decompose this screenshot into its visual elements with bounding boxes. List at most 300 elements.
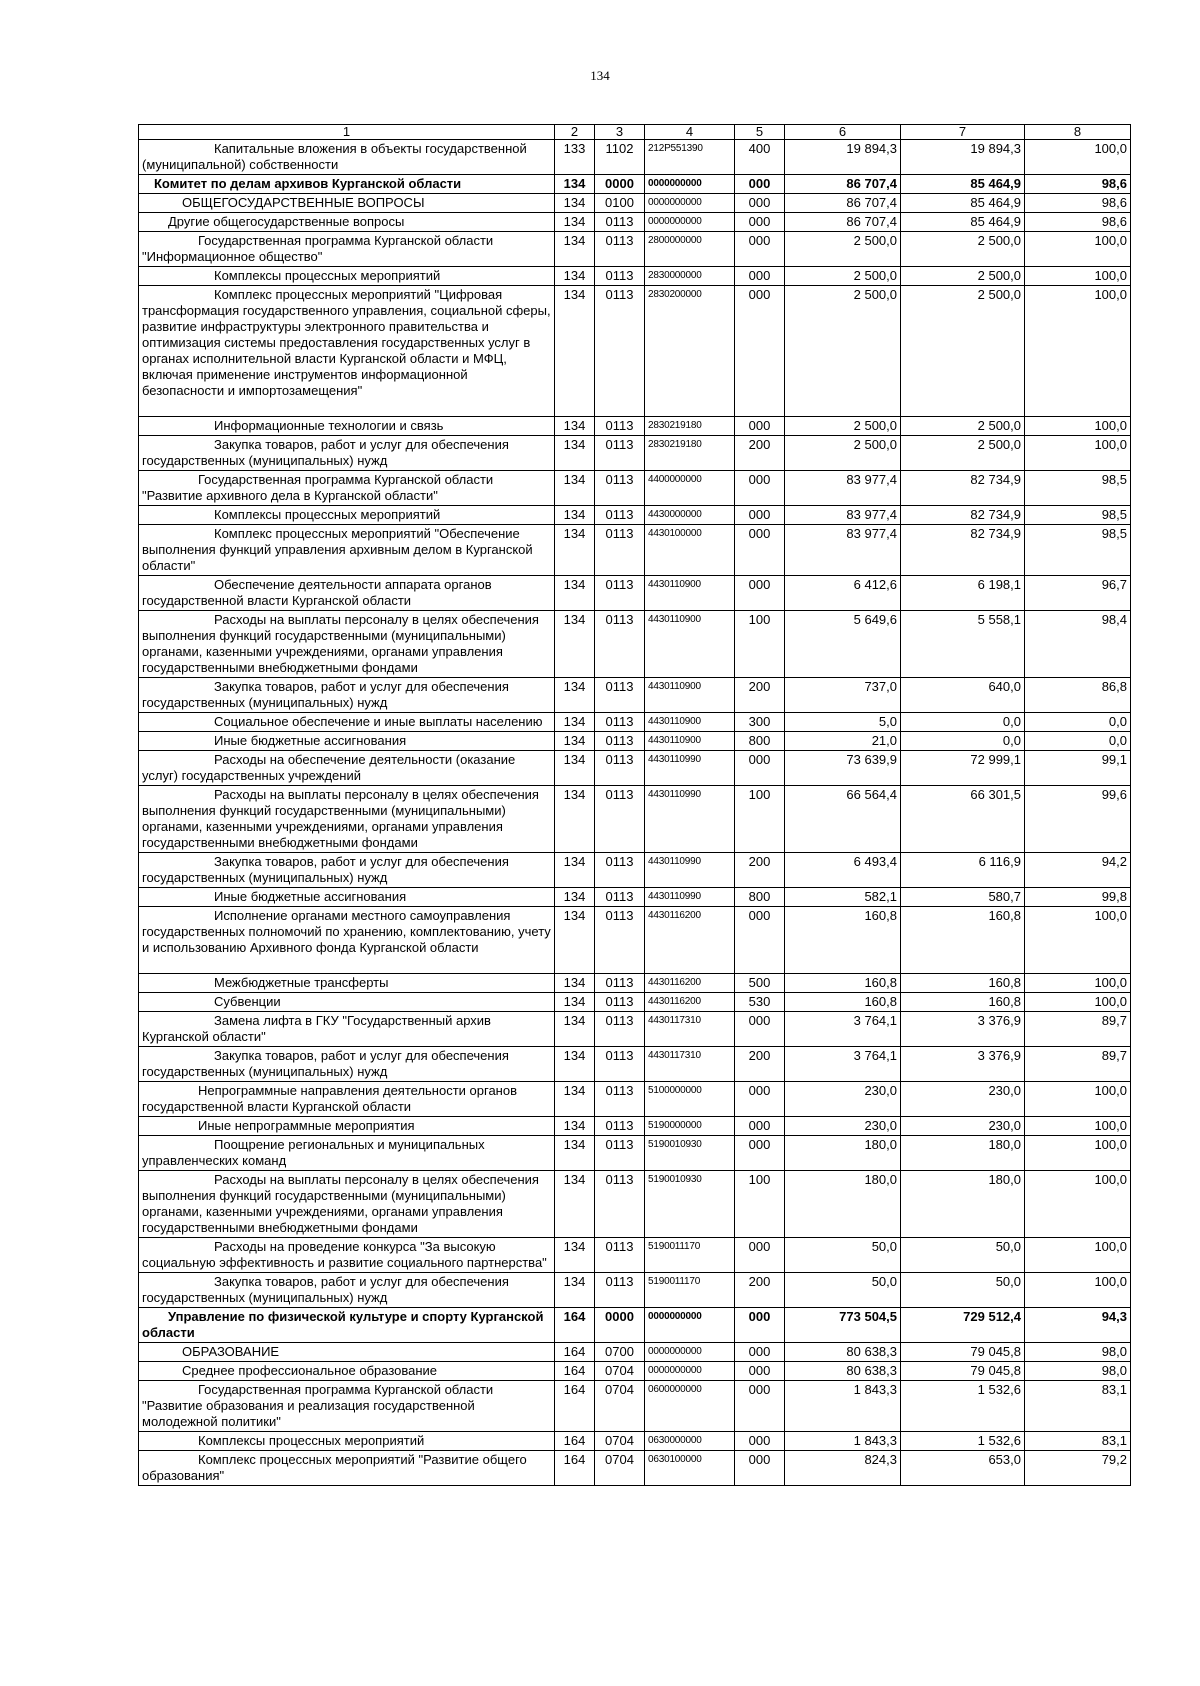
row-percent: 98,6 — [1025, 213, 1131, 232]
row-actual-value: 85 464,9 — [901, 194, 1025, 213]
row-name: Расходы на проведение конкурса "За высокую социальную эффективность и развитие социального партнерства" — [139, 1238, 555, 1273]
row-target-article: 5190010930 — [645, 1171, 735, 1238]
row-section-code: 0113 — [595, 576, 645, 611]
row-target-article: 4430116200 — [645, 993, 735, 1012]
row-plan-value: 160,8 — [785, 993, 901, 1012]
row-target-article: 0000000000 — [645, 194, 735, 213]
row-expense-type: 500 — [735, 974, 785, 993]
row-expense-type: 000 — [735, 232, 785, 267]
table-row — [139, 1362, 1131, 1381]
row-section-code: 0113 — [595, 1117, 645, 1136]
row-target-article: 4430100000 — [645, 525, 735, 576]
row-percent: 98,6 — [1025, 194, 1131, 213]
row-target-article: 0630000000 — [645, 1432, 735, 1451]
table-row — [139, 678, 1131, 713]
row-percent: 98,0 — [1025, 1362, 1131, 1381]
row-plan-value: 73 639,9 — [785, 751, 901, 786]
row-actual-value: 79 045,8 — [901, 1362, 1025, 1381]
row-target-article: 0000000000 — [645, 175, 735, 194]
row-target-article: 2830200000 — [645, 286, 735, 417]
row-target-article: 4430116200 — [645, 907, 735, 974]
row-actual-value: 180,0 — [901, 1171, 1025, 1238]
row-plan-value: 21,0 — [785, 732, 901, 751]
row-actual-value: 160,8 — [901, 993, 1025, 1012]
row-plan-value: 1 843,3 — [785, 1432, 901, 1451]
row-expense-type: 000 — [735, 907, 785, 974]
row-expense-type: 000 — [735, 175, 785, 194]
row-percent: 100,0 — [1025, 1238, 1131, 1273]
row-target-article: 4430117310 — [645, 1012, 735, 1047]
row-name: Комплекс процессных мероприятий "Развитие общего образования" — [139, 1451, 555, 1486]
row-percent: 98,4 — [1025, 611, 1131, 678]
row-expense-type: 000 — [735, 1451, 785, 1486]
row-percent: 86,8 — [1025, 678, 1131, 713]
table-row — [139, 611, 1131, 678]
row-section-code: 0113 — [595, 1273, 645, 1308]
row-plan-value: 6 493,4 — [785, 853, 901, 888]
row-name: Расходы на выплаты персоналу в целях обеспечения выполнения функций государственными (муниципальными) органами, казенными учреждениями, органами управления государственными внебюджетными фондами — [139, 786, 555, 853]
row-plan-value: 86 707,4 — [785, 194, 901, 213]
row-plan-value: 19 894,3 — [785, 140, 901, 175]
row-target-article: 4430110990 — [645, 786, 735, 853]
row-plan-value: 6 412,6 — [785, 576, 901, 611]
row-ministry-code: 134 — [555, 1117, 595, 1136]
row-ministry-code: 134 — [555, 436, 595, 471]
row-plan-value: 86 707,4 — [785, 213, 901, 232]
row-section-code: 0113 — [595, 786, 645, 853]
row-actual-value: 2 500,0 — [901, 286, 1025, 417]
row-name: Поощрение региональных и муниципальных управленческих команд — [139, 1136, 555, 1171]
row-target-article: 0000000000 — [645, 1343, 735, 1362]
row-name: Комитет по делам архивов Курганской области — [139, 175, 555, 194]
row-ministry-code: 134 — [555, 1273, 595, 1308]
table-row — [139, 1047, 1131, 1082]
row-ministry-code: 134 — [555, 213, 595, 232]
row-expense-type: 000 — [735, 1432, 785, 1451]
row-name: Капитальные вложения в объекты государственной (муниципальной) собственности — [139, 140, 555, 175]
table-row — [139, 907, 1131, 974]
row-section-code: 1102 — [595, 140, 645, 175]
row-name: Комплекс процессных мероприятий "Обеспечение выполнения функций управления архивным делом в Курганской области" — [139, 525, 555, 576]
row-percent: 100,0 — [1025, 417, 1131, 436]
row-expense-type: 200 — [735, 678, 785, 713]
row-plan-value: 582,1 — [785, 888, 901, 907]
row-name: Закупка товаров, работ и услуг для обеспечения государственных (муниципальных) нужд — [139, 1047, 555, 1082]
table-row — [139, 1432, 1131, 1451]
row-actual-value: 653,0 — [901, 1451, 1025, 1486]
row-expense-type: 000 — [735, 525, 785, 576]
row-plan-value: 773 504,5 — [785, 1308, 901, 1343]
row-expense-type: 000 — [735, 1381, 785, 1432]
row-expense-type: 000 — [735, 1343, 785, 1362]
row-target-article: 4430117310 — [645, 1047, 735, 1082]
row-actual-value: 50,0 — [901, 1238, 1025, 1273]
row-target-article: 2830219180 — [645, 417, 735, 436]
column-header: 7 — [901, 125, 1025, 140]
table-row — [139, 471, 1131, 506]
column-header: 5 — [735, 125, 785, 140]
row-name: Закупка товаров, работ и услуг для обеспечения государственных (муниципальных) нужд — [139, 853, 555, 888]
row-name: ОБЩЕГОСУДАРСТВЕННЫЕ ВОПРОСЫ — [139, 194, 555, 213]
row-expense-type: 000 — [735, 1238, 785, 1273]
row-percent: 94,3 — [1025, 1308, 1131, 1343]
row-section-code: 0113 — [595, 1047, 645, 1082]
row-section-code: 0113 — [595, 1238, 645, 1273]
row-plan-value: 2 500,0 — [785, 417, 901, 436]
row-section-code: 0704 — [595, 1362, 645, 1381]
row-plan-value: 230,0 — [785, 1082, 901, 1117]
row-ministry-code: 134 — [555, 1082, 595, 1117]
row-percent: 99,6 — [1025, 786, 1131, 853]
row-name: Комплексы процессных мероприятий — [139, 267, 555, 286]
table-row — [139, 194, 1131, 213]
row-name: Закупка товаров, работ и услуг для обеспечения государственных (муниципальных) нужд — [139, 436, 555, 471]
row-expense-type: 200 — [735, 853, 785, 888]
row-target-article: 4430110990 — [645, 888, 735, 907]
row-plan-value: 5 649,6 — [785, 611, 901, 678]
row-ministry-code: 134 — [555, 194, 595, 213]
row-ministry-code: 164 — [555, 1308, 595, 1343]
row-name: Иные непрограммные мероприятия — [139, 1117, 555, 1136]
row-expense-type: 100 — [735, 611, 785, 678]
row-plan-value: 737,0 — [785, 678, 901, 713]
row-name: Закупка товаров, работ и услуг для обеспечения государственных (муниципальных) нужд — [139, 678, 555, 713]
row-ministry-code: 134 — [555, 286, 595, 417]
row-ministry-code: 134 — [555, 993, 595, 1012]
table-row — [139, 436, 1131, 471]
row-expense-type: 200 — [735, 1047, 785, 1082]
row-name: ОБРАЗОВАНИЕ — [139, 1343, 555, 1362]
row-section-code: 0113 — [595, 1012, 645, 1047]
row-ministry-code: 134 — [555, 1136, 595, 1171]
row-percent: 99,1 — [1025, 751, 1131, 786]
table-row — [139, 1012, 1131, 1047]
row-ministry-code: 134 — [555, 611, 595, 678]
row-section-code: 0113 — [595, 611, 645, 678]
row-plan-value: 2 500,0 — [785, 436, 901, 471]
row-target-article: 0000000000 — [645, 1308, 735, 1343]
row-percent: 100,0 — [1025, 436, 1131, 471]
row-name: Управление по физической культуре и спорту Курганской области — [139, 1308, 555, 1343]
row-name: Межбюджетные трансферты — [139, 974, 555, 993]
row-ministry-code: 134 — [555, 853, 595, 888]
row-name: Непрограммные направления деятельности органов государственной власти Курганской области — [139, 1082, 555, 1117]
row-target-article: 5190011170 — [645, 1238, 735, 1273]
row-name: Расходы на выплаты персоналу в целях обеспечения выполнения функций государственными (муниципальными) органами, казенными учреждениями, органами управления государственными внебюджетными фондами — [139, 1171, 555, 1238]
row-percent: 83,1 — [1025, 1381, 1131, 1432]
table-row — [139, 993, 1131, 1012]
row-name: Государственная программа Курганской области "Развитие архивного дела в Курганской области" — [139, 471, 555, 506]
row-percent: 100,0 — [1025, 1082, 1131, 1117]
row-section-code: 0113 — [595, 853, 645, 888]
row-actual-value: 82 734,9 — [901, 471, 1025, 506]
row-percent: 100,0 — [1025, 974, 1131, 993]
row-target-article: 0600000000 — [645, 1381, 735, 1432]
row-actual-value: 19 894,3 — [901, 140, 1025, 175]
row-actual-value: 1 532,6 — [901, 1381, 1025, 1432]
row-percent: 79,2 — [1025, 1451, 1131, 1486]
row-plan-value: 3 764,1 — [785, 1012, 901, 1047]
row-section-code: 0113 — [595, 525, 645, 576]
page-number: 134 — [590, 68, 610, 83]
row-expense-type: 000 — [735, 1012, 785, 1047]
row-plan-value: 160,8 — [785, 907, 901, 974]
table-row — [139, 286, 1131, 417]
row-section-code: 0113 — [595, 732, 645, 751]
row-ministry-code: 134 — [555, 713, 595, 732]
row-expense-type: 000 — [735, 506, 785, 525]
row-percent: 98,5 — [1025, 525, 1131, 576]
row-plan-value: 180,0 — [785, 1171, 901, 1238]
table-row — [139, 140, 1131, 175]
row-actual-value: 180,0 — [901, 1136, 1025, 1171]
row-name: Закупка товаров, работ и услуг для обеспечения государственных (муниципальных) нужд — [139, 1273, 555, 1308]
row-percent: 99,8 — [1025, 888, 1131, 907]
row-percent: 100,0 — [1025, 232, 1131, 267]
row-ministry-code: 134 — [555, 525, 595, 576]
table-row — [139, 1273, 1131, 1308]
row-name: Замена лифта в ГКУ "Государственный архив Курганской области" — [139, 1012, 555, 1047]
row-percent: 89,7 — [1025, 1012, 1131, 1047]
row-actual-value: 0,0 — [901, 732, 1025, 751]
row-ministry-code: 164 — [555, 1362, 595, 1381]
row-ministry-code: 134 — [555, 267, 595, 286]
table-row — [139, 974, 1131, 993]
row-actual-value: 85 464,9 — [901, 213, 1025, 232]
row-name: Социальное обеспечение и иные выплаты населению — [139, 713, 555, 732]
row-actual-value: 640,0 — [901, 678, 1025, 713]
row-percent: 96,7 — [1025, 576, 1131, 611]
row-actual-value: 160,8 — [901, 907, 1025, 974]
row-actual-value: 160,8 — [901, 974, 1025, 993]
row-plan-value: 2 500,0 — [785, 267, 901, 286]
row-ministry-code: 134 — [555, 1047, 595, 1082]
row-percent: 89,7 — [1025, 1047, 1131, 1082]
row-percent: 100,0 — [1025, 1136, 1131, 1171]
row-plan-value: 86 707,4 — [785, 175, 901, 194]
row-plan-value: 1 843,3 — [785, 1381, 901, 1432]
table-row — [139, 267, 1131, 286]
row-percent: 100,0 — [1025, 1171, 1131, 1238]
row-section-code: 0113 — [595, 1171, 645, 1238]
column-header: 6 — [785, 125, 901, 140]
row-name: Другие общегосударственные вопросы — [139, 213, 555, 232]
table-row — [139, 525, 1131, 576]
row-percent: 98,5 — [1025, 471, 1131, 506]
row-target-article: 5190011170 — [645, 1273, 735, 1308]
table-row — [139, 1117, 1131, 1136]
row-section-code: 0700 — [595, 1343, 645, 1362]
table-row — [139, 1381, 1131, 1432]
row-actual-value: 2 500,0 — [901, 417, 1025, 436]
row-plan-value: 2 500,0 — [785, 232, 901, 267]
row-plan-value: 5,0 — [785, 713, 901, 732]
row-expense-type: 000 — [735, 213, 785, 232]
row-target-article: 2800000000 — [645, 232, 735, 267]
row-section-code: 0113 — [595, 678, 645, 713]
row-section-code: 0113 — [595, 751, 645, 786]
row-actual-value: 2 500,0 — [901, 436, 1025, 471]
row-plan-value: 180,0 — [785, 1136, 901, 1171]
table-row — [139, 1343, 1131, 1362]
row-target-article: 4430110900 — [645, 576, 735, 611]
row-name: Государственная программа Курганской области "Развитие образования и реализация государственной молодежной политики" — [139, 1381, 555, 1432]
row-expense-type: 000 — [735, 1117, 785, 1136]
column-header: 1 — [139, 125, 555, 140]
row-section-code: 0113 — [595, 888, 645, 907]
row-section-code: 0113 — [595, 471, 645, 506]
row-actual-value: 2 500,0 — [901, 232, 1025, 267]
row-expense-type: 000 — [735, 751, 785, 786]
row-section-code: 0000 — [595, 175, 645, 194]
row-expense-type: 300 — [735, 713, 785, 732]
row-actual-value: 6 116,9 — [901, 853, 1025, 888]
row-name: Информационные технологии и связь — [139, 417, 555, 436]
row-plan-value: 824,3 — [785, 1451, 901, 1486]
row-plan-value: 2 500,0 — [785, 286, 901, 417]
row-ministry-code: 134 — [555, 1012, 595, 1047]
row-section-code: 0113 — [595, 286, 645, 417]
row-name: Исполнение органами местного самоуправления государственных полномочий по хранению, комплектованию, учету и использованию Архивного фонда Курганской области — [139, 907, 555, 974]
row-percent: 94,2 — [1025, 853, 1131, 888]
row-percent: 100,0 — [1025, 1273, 1131, 1308]
table-header-row — [139, 125, 1131, 140]
row-ministry-code: 164 — [555, 1343, 595, 1362]
row-actual-value: 230,0 — [901, 1117, 1025, 1136]
row-actual-value: 5 558,1 — [901, 611, 1025, 678]
row-plan-value: 50,0 — [785, 1273, 901, 1308]
row-percent: 0,0 — [1025, 732, 1131, 751]
row-section-code: 0113 — [595, 974, 645, 993]
row-actual-value: 3 376,9 — [901, 1012, 1025, 1047]
row-target-article: 2830000000 — [645, 267, 735, 286]
row-plan-value: 50,0 — [785, 1238, 901, 1273]
row-actual-value: 85 464,9 — [901, 175, 1025, 194]
row-plan-value: 83 977,4 — [785, 525, 901, 576]
row-plan-value: 80 638,3 — [785, 1343, 901, 1362]
table-row — [139, 1136, 1131, 1171]
column-header: 4 — [645, 125, 735, 140]
row-plan-value: 83 977,4 — [785, 506, 901, 525]
row-name: Обеспечение деятельности аппарата органов государственной власти Курганской области — [139, 576, 555, 611]
column-header: 8 — [1025, 125, 1131, 140]
row-percent: 100,0 — [1025, 907, 1131, 974]
row-actual-value: 230,0 — [901, 1082, 1025, 1117]
row-plan-value: 80 638,3 — [785, 1362, 901, 1381]
row-section-code: 0113 — [595, 436, 645, 471]
row-ministry-code: 134 — [555, 732, 595, 751]
row-target-article: 5190000000 — [645, 1117, 735, 1136]
row-name: Среднее профессиональное образование — [139, 1362, 555, 1381]
row-expense-type: 000 — [735, 471, 785, 506]
table-row — [139, 232, 1131, 267]
row-plan-value: 230,0 — [785, 1117, 901, 1136]
row-percent: 100,0 — [1025, 140, 1131, 175]
row-ministry-code: 134 — [555, 417, 595, 436]
row-expense-type: 200 — [735, 1273, 785, 1308]
row-expense-type: 100 — [735, 1171, 785, 1238]
table-row — [139, 1082, 1131, 1117]
row-expense-type: 800 — [735, 888, 785, 907]
row-section-code: 0113 — [595, 267, 645, 286]
row-ministry-code: 134 — [555, 888, 595, 907]
row-ministry-code: 134 — [555, 232, 595, 267]
row-actual-value: 729 512,4 — [901, 1308, 1025, 1343]
table-row — [139, 1308, 1131, 1343]
row-section-code: 0704 — [595, 1381, 645, 1432]
row-percent: 100,0 — [1025, 286, 1131, 417]
row-percent: 0,0 — [1025, 713, 1131, 732]
row-ministry-code: 133 — [555, 140, 595, 175]
table-row — [139, 213, 1131, 232]
row-section-code: 0113 — [595, 1082, 645, 1117]
row-percent: 98,5 — [1025, 506, 1131, 525]
row-plan-value: 83 977,4 — [785, 471, 901, 506]
row-actual-value: 1 532,6 — [901, 1432, 1025, 1451]
row-section-code: 0113 — [595, 417, 645, 436]
row-ministry-code: 134 — [555, 576, 595, 611]
row-expense-type: 000 — [735, 286, 785, 417]
row-ministry-code: 134 — [555, 974, 595, 993]
row-percent: 100,0 — [1025, 993, 1131, 1012]
table-row — [139, 732, 1131, 751]
row-plan-value: 3 764,1 — [785, 1047, 901, 1082]
row-name: Комплексы процессных мероприятий — [139, 506, 555, 525]
row-expense-type: 000 — [735, 576, 785, 611]
row-expense-type: 000 — [735, 1136, 785, 1171]
row-expense-type: 000 — [735, 1308, 785, 1343]
row-ministry-code: 134 — [555, 786, 595, 853]
row-target-article: 4430110990 — [645, 853, 735, 888]
column-header: 3 — [595, 125, 645, 140]
table-row — [139, 751, 1131, 786]
table-row — [139, 506, 1131, 525]
row-name: Расходы на выплаты персоналу в целях обеспечения выполнения функций государственными (муниципальными) органами, казенными учреждениями, органами управления государственными внебюджетными фондами — [139, 611, 555, 678]
table-body — [139, 140, 1131, 1486]
row-target-article: 0000000000 — [645, 1362, 735, 1381]
row-name: Государственная программа Курганской области "Информационное общество" — [139, 232, 555, 267]
row-section-code: 0704 — [595, 1451, 645, 1486]
row-percent: 83,1 — [1025, 1432, 1131, 1451]
row-ministry-code: 134 — [555, 1171, 595, 1238]
row-expense-type: 000 — [735, 1362, 785, 1381]
row-name: Иные бюджетные ассигнования — [139, 888, 555, 907]
row-ministry-code: 134 — [555, 678, 595, 713]
row-target-article: 2830219180 — [645, 436, 735, 471]
row-name: Расходы на обеспечение деятельности (оказание услуг) государственных учреждений — [139, 751, 555, 786]
row-target-article: 4400000000 — [645, 471, 735, 506]
row-actual-value: 79 045,8 — [901, 1343, 1025, 1362]
table-row — [139, 853, 1131, 888]
row-actual-value: 72 999,1 — [901, 751, 1025, 786]
row-ministry-code: 164 — [555, 1451, 595, 1486]
row-name: Комплекс процессных мероприятий "Цифровая трансформация государственного управления, социальной сферы, развитие инфраструктуры электронного правительства и оптимизация системы предоставления государственных услуг в органах исполнительной власти Курганской области и МФЦ, включая применение инструментов информационной безопасности и импортозамещения" — [139, 286, 555, 417]
row-section-code: 0113 — [595, 907, 645, 974]
row-target-article: 4430110990 — [645, 751, 735, 786]
row-section-code: 0113 — [595, 713, 645, 732]
table-row — [139, 417, 1131, 436]
row-expense-type: 530 — [735, 993, 785, 1012]
row-section-code: 0113 — [595, 506, 645, 525]
row-actual-value: 82 734,9 — [901, 506, 1025, 525]
row-section-code: 0113 — [595, 1136, 645, 1171]
row-target-article: 4430110900 — [645, 678, 735, 713]
row-section-code: 0113 — [595, 213, 645, 232]
row-ministry-code: 134 — [555, 1238, 595, 1273]
row-section-code: 0100 — [595, 194, 645, 213]
row-expense-type: 800 — [735, 732, 785, 751]
row-actual-value: 0,0 — [901, 713, 1025, 732]
